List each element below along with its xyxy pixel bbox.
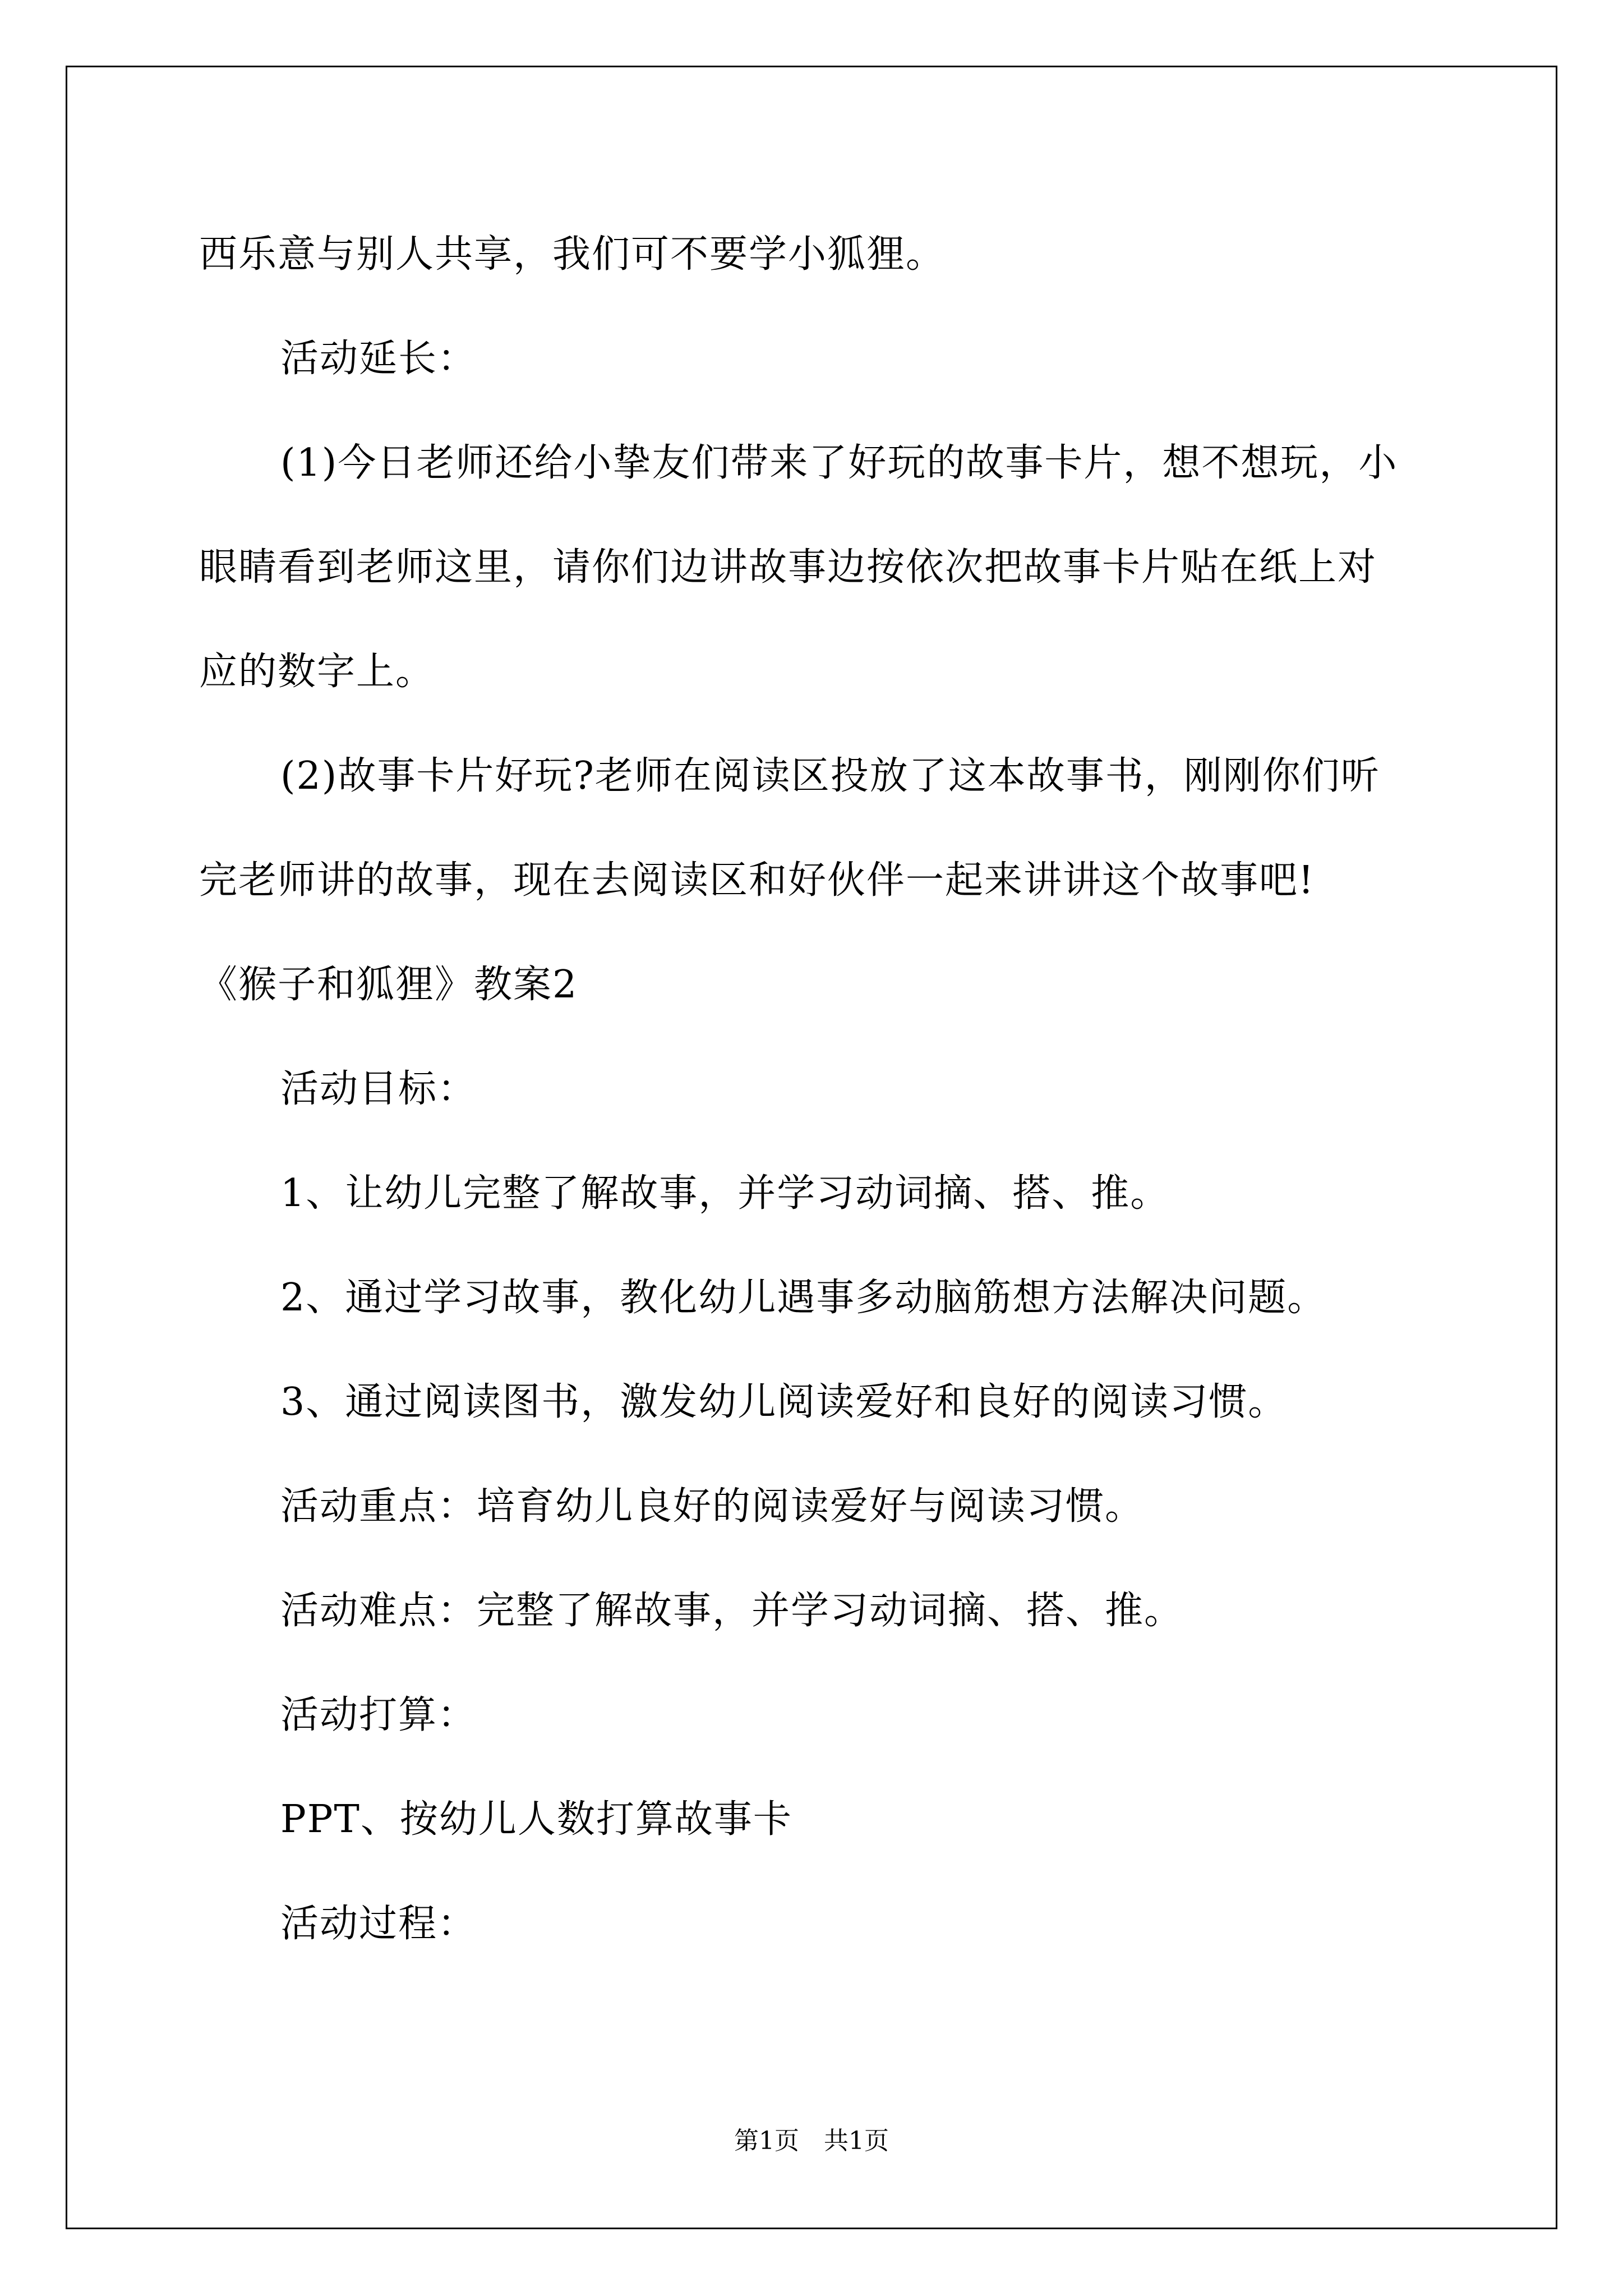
paragraph-line: PPT、按幼儿人数打算故事卡 <box>280 1797 792 1842</box>
page-footer: 第1页 共1页 <box>734 2127 889 2155</box>
document-title: 《猴子和狐狸》教案2 <box>199 963 578 1007</box>
section-heading-process: 活动过程： <box>280 1902 477 1946</box>
list-item: 3、通过阅读图书，激发幼儿阅读爱好和良好的阅读习惯。 <box>280 1380 1288 1424</box>
paragraph-line: 西乐意与别人共享，我们可不要学小狐狸。 <box>199 232 946 277</box>
list-item: 1、让幼儿完整了解故事，并学习动词摘、搭、推。 <box>280 1171 1170 1216</box>
paragraph-line: 眼睛看到老师这里，请你们边讲故事边按依次把故事卡片贴在纸上对 <box>199 545 1377 590</box>
section-heading-extension: 活动延长： <box>280 337 477 381</box>
paragraph-line: 完老师讲的故事，现在去阅读区和好伙伴一起来讲讲这个故事吧! <box>199 858 1315 903</box>
section-heading-goals: 活动目标： <box>280 1067 477 1111</box>
list-item: 2、通过学习故事，教化幼儿遇事多动脑筋想方法解决问题。 <box>280 1276 1327 1320</box>
paragraph-line: (1)今日老师还给小挚友们带来了好玩的故事卡片，想不想玩，小 <box>280 441 1398 485</box>
paragraph-line: 应的数字上。 <box>199 650 435 694</box>
section-heading-preparation: 活动打算： <box>280 1693 477 1737</box>
paragraph-line: 活动重点：培育幼儿良好的阅读爱好与阅读习惯。 <box>280 1484 1145 1529</box>
paragraph-line: (2)故事卡片好玩?老师在阅读区投放了这本故事书，刚刚你们听 <box>280 754 1380 798</box>
paragraph-line: 活动难点：完整了解故事，并学习动词摘、搭、推。 <box>280 1589 1184 1633</box>
